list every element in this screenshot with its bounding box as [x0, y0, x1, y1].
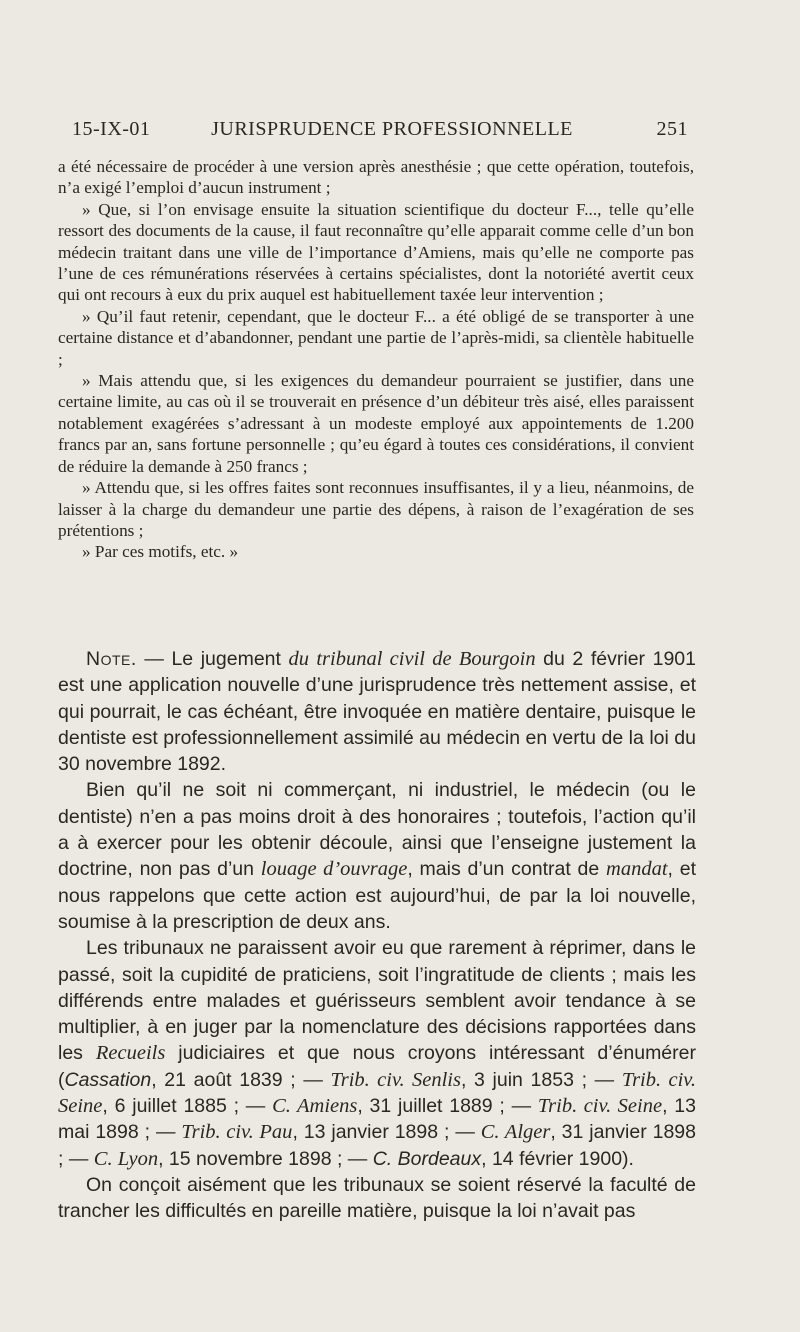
note-paragraph: [58, 777, 696, 935]
text-run: , mais d’un contrat de: [407, 858, 607, 881]
citation: Trib. civ. Senlis: [330, 1068, 461, 1091]
italic-term: mandat: [606, 858, 668, 881]
quote-paragraph: » Par ces motifs, etc. »: [82, 542, 239, 562]
text-run: Bien qu’il ne soit ni commerçant, ni industriel, le médecin (ou le dentiste) n’en a pas moins droit à des honoraires ; toutefois, l’action qu’il a à exercer pour les obtenir découle, ainsi que l’enseigne justement la doctrine, non pas d’un: [58, 779, 696, 881]
italic-term: louage d’ouvrage: [260, 858, 408, 881]
citation: C. Lyon: [93, 1147, 159, 1170]
quote-paragraph: » Qu’il faut retenir, cependant, que le docteur F... a été obligé de se transporter à une certaine distance et d’abandonner, pendant une partie de l’après-midi, sa clientèle habituelle ;: [58, 306, 694, 369]
citation: C. Amiens: [272, 1095, 358, 1118]
editorial-note: [58, 646, 696, 1225]
header-date: 15-IX-01: [72, 118, 151, 140]
running-header: [72, 118, 688, 146]
text-run: , 14 février 1900).: [481, 1147, 634, 1170]
note-paragraph: On conçoit aisément que les tribunaux se soient réservé la faculté de trancher les difficultés en pareille matière, puisque la loi n’avait pas: [58, 1173, 696, 1223]
text-run: , et nous rappelons que cette action est aujourd’hui, de par la loi nouvelle, soumise à la prescription de deux ans.: [58, 858, 696, 933]
text-run: , 21 août 1839 ; —: [151, 1068, 331, 1091]
quote-paragraph: » Que, si l’on envisage ensuite la situation scientifique du docteur F..., telle qu’elle ressort des documents de la cause, il faut reconnaître qu’elle apparait comme celle d’un bon médecin traitant dans une ville de l’importance d’Amiens, mais qu’elle ne comporte pas l’une de ces rémunérations réservées à certains spécialistes, dont la notoriété avertit ceux qui ont recours à eux du prix auquel est habituellement taxée leur intervention ;: [58, 199, 694, 305]
text-run: , 15 novembre 1898 ; —: [158, 1147, 373, 1170]
text-run: , 31 janvier 1898 ; —: [58, 1121, 697, 1170]
text-run: judiciaires et que nous croyons intéressant d’énumérer (: [58, 1042, 696, 1091]
citation: Trib. civ. Pau: [181, 1121, 293, 1144]
citation: Trib. civ. Seine: [58, 1068, 696, 1118]
text-run: du 2 février 1901 est une application nouvelle d’une jurisprudence très nettement assise, et qui pourrait, le cas échéant, être invoquée en matière dentaire, puisque le dentiste est professionnellement assimilé au médecin en vertu de la loi du 30 novembre 1892.: [58, 648, 696, 776]
page-number: 251: [656, 118, 688, 140]
note-paragraph: [58, 935, 696, 1172]
court-name: du tribunal civil de Bourgoin: [288, 648, 536, 670]
quote-paragraph: » Attendu que, si les offres faites sont reconnues insuffisantes, il y a lieu, néanmoins, de laisser à la charge du demandeur une partie des dépens, à raison de l’exagération de ses prétentions ;: [58, 478, 694, 540]
note-label: Note.: [86, 648, 137, 670]
text-run: — Le jugement: [136, 648, 289, 670]
italic-term: Recueils: [95, 1042, 166, 1065]
note-paragraph: [58, 646, 696, 777]
text-run: , 13 janvier 1898 ; —: [292, 1121, 481, 1144]
citation: C. Bordeaux: [372, 1147, 482, 1170]
citation: Trib. civ. Seine: [537, 1095, 663, 1118]
text-run: , 3 juin 1853 ; —: [460, 1068, 622, 1091]
citation: C. Alger: [480, 1121, 551, 1144]
citation: Cassation: [64, 1068, 152, 1091]
quote-paragraph: a été nécessaire de procéder à une version après anesthésie ; que cette opération, toutefois, n’a exigé l’emploi d’aucun instrument ;: [58, 157, 694, 198]
text-run: , 13 mai 1898 ; —: [58, 1095, 696, 1144]
quote-paragraph: » Mais attendu que, si les exigences du demandeur pourraient se justifier, dans une certaine limite, au cas où il se trouverait en présence d’un débiteur très aisé, elles paraissent notablement exagérées s’adressant à un modeste employé aux appointements de 1.200 francs par an, sans fortune personnelle ; qu’eu égard à toutes ces considérations, il convient de réduire la demande à 250 francs ;: [58, 371, 694, 476]
text-run: , 31 juillet 1889 ; —: [357, 1095, 538, 1118]
text-run: , 6 juillet 1885 ; —: [102, 1095, 273, 1118]
text-run: Les tribunaux ne paraissent avoir eu que rarement à réprimer, dans le passé, soit la cupidité de praticiens, soit l’ingratitude de clients ; mais les différends entre malades et guérisseurs semblent avoir tendance à se multiplier, à en juger par la nomenclature des décisions rapportées dans les: [58, 937, 696, 1065]
judgment-quote: [58, 156, 694, 563]
header-title: JURISPRUDENCE PROFESSIONNELLE: [211, 118, 573, 140]
